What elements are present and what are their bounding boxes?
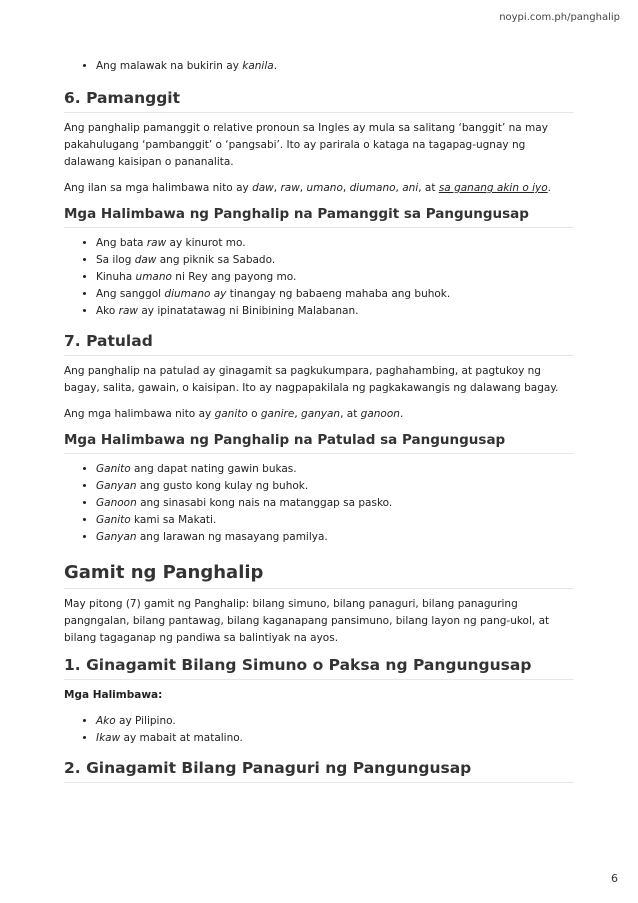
paragraph: Ang mga halimbawa nito ay ganito o ganire, ganyan, at ganoon. <box>64 408 404 420</box>
list-item: • Ang bata raw ay kinurot mo. <box>96 235 574 252</box>
list-item: • Kinuha umano ni Rey ang payong mo. <box>96 269 574 286</box>
paragraph: May pitong (7) gamit ng Panghalip: bilang simuno, bilang panaguri, bilang panaguring pangngalan, bilang pantawag, bilang kaganapang pansimuno, bilang layon ng pang-ukol, at bilang tagaganap ng pandiwa sa balintiyak na ayos. <box>64 598 550 644</box>
list-item: • Ang malawak na bukirin ay kanila. <box>96 58 574 75</box>
section-heading: 2. Ginagamit Bilang Panaguri ng Pangungusap <box>64 759 472 777</box>
list-item: • Ganito kami sa Makati. <box>96 512 574 529</box>
page-number: 6 <box>611 872 618 885</box>
section-heading-rule <box>64 89 574 113</box>
example-list <box>64 461 574 546</box>
top-bullet-list <box>64 58 574 75</box>
paragraph: Ang panghalip na patulad ay ginagamit sa pagkukumpara, paghahambing, at pagtukoy ng bagay, salita, gawain, o kaisipan. Ito ay nagpapakilala ng pagkakawangis ng dalawang bagay. <box>64 365 559 394</box>
section-heading-rule <box>64 558 574 589</box>
list-item: • Ako raw ay ipinatatawag ni Binibining Malabanan. <box>96 303 574 320</box>
section-heading: 1. Ginagamit Bilang Simuno o Paksa ng Pangungusap <box>64 656 532 674</box>
examples-label: Mga Halimbawa: <box>64 689 163 701</box>
section-heading-rule <box>64 759 574 783</box>
subsection-heading: Mga Halimbawa ng Panghalip na Pamanggit sa Pangungusap <box>64 206 529 222</box>
list-item: • Sa ilog daw ang piknik sa Sabado. <box>96 252 574 269</box>
section-heading: Gamit ng Panghalip <box>64 562 264 583</box>
subsection-heading: Mga Halimbawa ng Panghalip na Patulad sa Pangungusap <box>64 432 506 448</box>
example-list <box>64 235 574 320</box>
section-heading-rule <box>64 656 574 680</box>
paragraph: Ang panghalip pamanggit o relative pronoun sa Ingles ay mula sa salitang ‘banggit’ na may pakahulugang ‘pambanggit’ o ‘pangsabi’. Ito ay parirala o kataga na tagapag-ugnay ng dalawang kaisipan o pananalita. <box>64 122 548 168</box>
header-url: noypi.com.ph/panghalip <box>499 12 620 23</box>
list-item: • Ganyan ang larawan ng masayang pamilya. <box>96 529 574 546</box>
list-item: • Ang sanggol diumano ay tinangay ng babaeng mahaba ang buhok. <box>96 286 574 303</box>
list-item: • Ako ay Pilipino. <box>96 713 574 730</box>
paragraph: Ang ilan sa mga halimbawa nito ay daw, raw, umano, diumano, ani, at sa ganang akin o iyo. <box>64 182 552 194</box>
page-content <box>64 58 574 790</box>
subsection-heading-rule <box>64 432 574 454</box>
list-item: • Ganoon ang sinasabi kong nais na matanggap sa pasko. <box>96 495 574 512</box>
section-heading: 6. Pamanggit <box>64 89 181 107</box>
list-item: • Ikaw ay mabait at matalino. <box>96 730 574 747</box>
subsection-heading-rule <box>64 206 574 228</box>
section-heading-rule <box>64 332 574 356</box>
section-heading: 7. Patulad <box>64 332 153 350</box>
example-list <box>64 713 574 747</box>
list-item: • Ganyan ang gusto kong kulay ng buhok. <box>96 478 574 495</box>
list-item: • Ganito ang dapat nating gawin bukas. <box>96 461 574 478</box>
